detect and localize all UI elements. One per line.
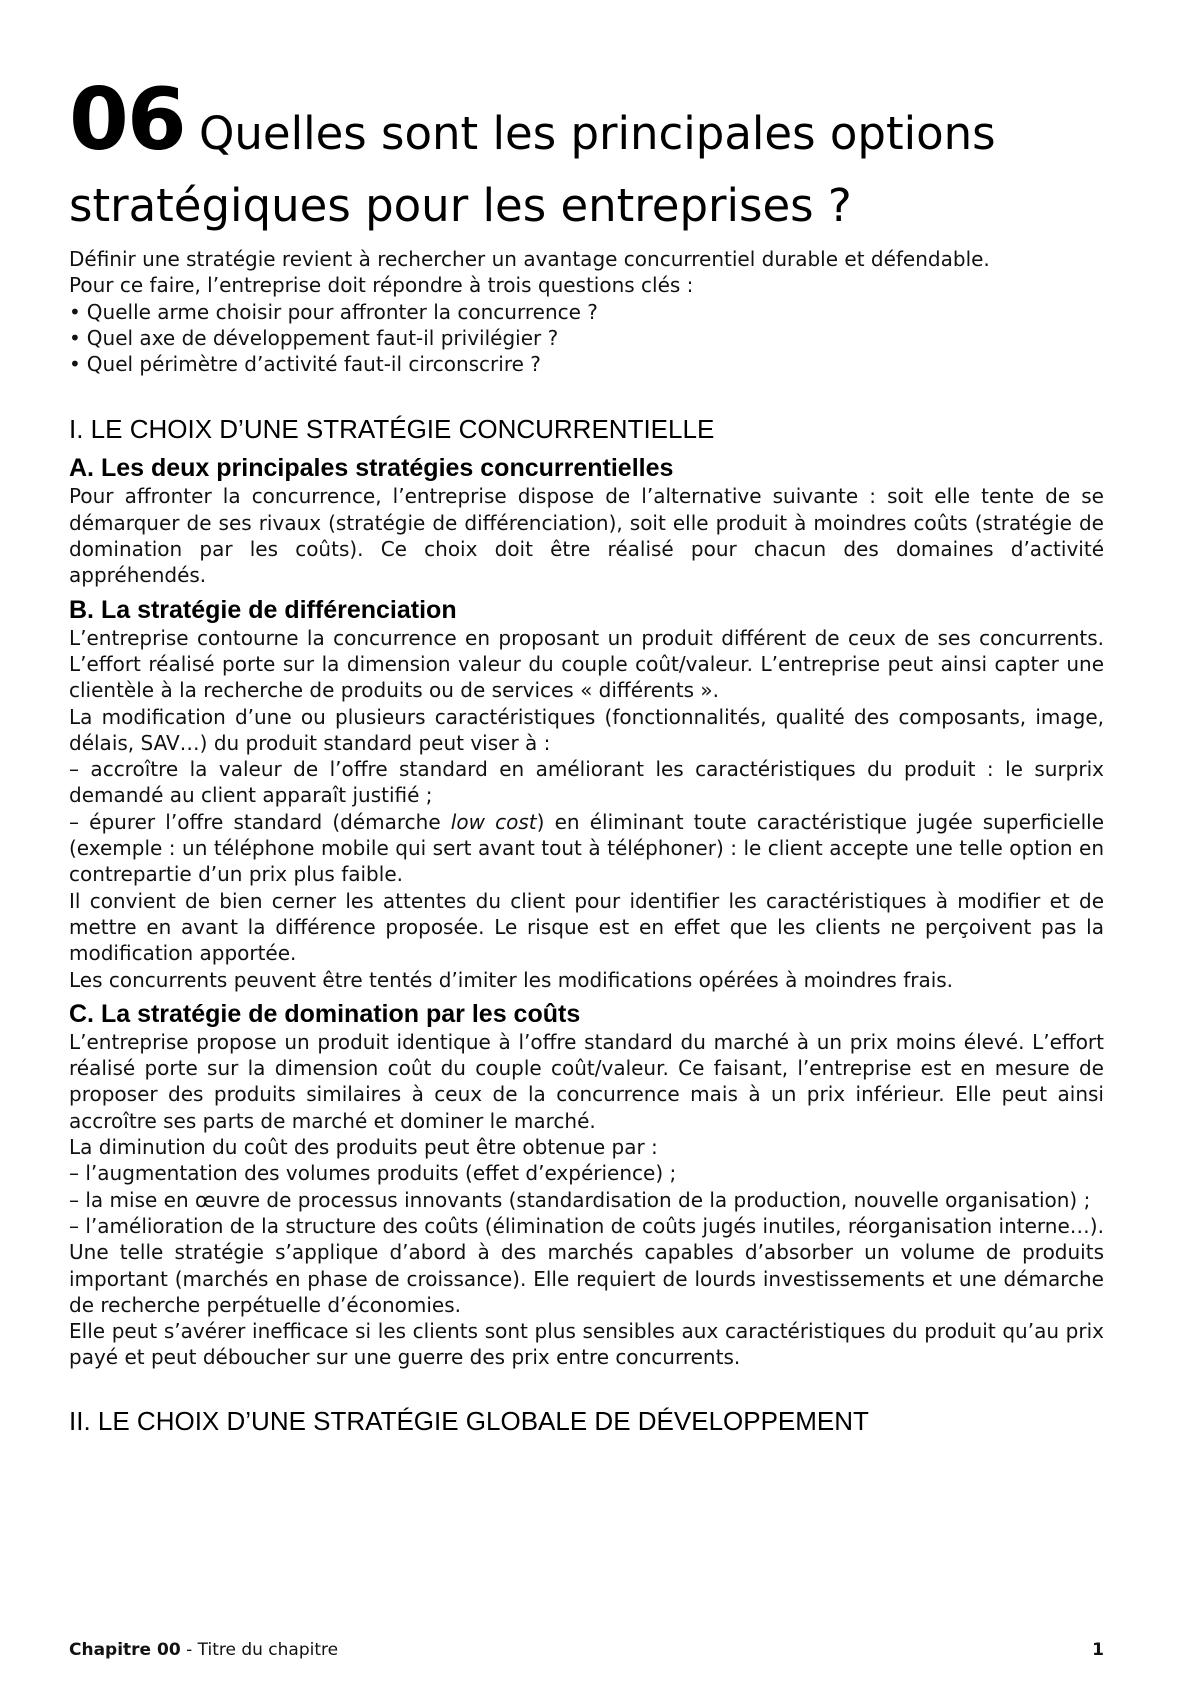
page-title xyxy=(69,70,1104,242)
section-1b-paragraph-5: Il convient de bien cerner les attentes du client pour identifier les caractéristiques à modifier et de mettre en avant la différence proposée. Le risque est en effet que les clients ne perçoivent pas la modification apportée. xyxy=(69,888,1104,966)
list-item xyxy=(69,325,1104,351)
footer-chapter-label: Chapitre 00 xyxy=(69,1640,181,1660)
section-1b-paragraph-3: – accroître la valeur de l’offre standard en améliorant les caractéristiques du produit : le surprix demandé au client apparaît justifié ; xyxy=(69,757,1104,808)
bullet-text: Quelle arme choisir pour affronter la concurrence ? xyxy=(86,299,598,324)
page-number: 1 xyxy=(1092,1640,1104,1660)
section-1c-paragraph-6: Une telle stratégie s’applique d’abord à des marchés capables d’absorber un volume de produits important (marchés en phase de croissance). Elle requiert de lourds investissements et une démarche de recherche perpétuelle d’économies. xyxy=(69,1240,1104,1317)
section-1a-heading: A. Les deux principales stratégies concurrentielles xyxy=(69,454,674,483)
section-1c-paragraph-4: – la mise en œuvre de processus innovants (standardisation de la production, nouvelle organisation) ; xyxy=(69,1187,1091,1212)
section-1b-paragraph-2: La modification d’une ou plusieurs caractéristiques (fonctionnalités, qualité des composants, image, délais, SAV…) du produit standard peut viser à : xyxy=(69,704,1104,755)
section-1c-heading: C. La stratégie de domination par les coûts xyxy=(69,999,581,1028)
intro-line-1: Définir une stratégie revient à rechercher un avantage concurrentiel durable et défendable. xyxy=(69,247,990,271)
list-item xyxy=(69,299,1104,325)
emphasis-text: low cost xyxy=(450,809,537,834)
bullet-text: Quel périmètre d’activité faut-il circonscrire ? xyxy=(86,352,541,377)
section-1b-paragraph-6: Les concurrents peuvent être tentés d’imiter les modifications opérées à moindres frais. xyxy=(69,967,954,992)
page-footer xyxy=(69,1640,1104,1660)
section-2-heading: II. LE CHOIX D’UNE STRATÉGIE GLOBALE DE DÉVELOPPEMENT xyxy=(69,1405,869,1436)
section-1a-paragraph: Pour affronter la concurrence, l’entreprise dispose de l’alternative suivante : soit elle tente de se démarquer de ses rivaux (stratégie de différenciation), soit elle produit à moindres coûts (stratégie de domination par les coûts). Ce choix doit être réalisé pour chacun des domaines d’activité appréhendés. xyxy=(69,484,1104,588)
section-1c-paragraph-2: La diminution du coût des produits peut être obtenue par : xyxy=(69,1135,658,1160)
intro-bullet-list xyxy=(69,299,1104,378)
intro-line-2: Pour ce faire, l’entreprise doit répondre à trois questions clés : xyxy=(69,273,694,298)
section-1c-paragraph-3: – l’augmentation des volumes produits (effet d’expérience) ; xyxy=(69,1161,677,1186)
title-text: Quelles sont les principales options stratégiques pour les entreprises ? xyxy=(69,107,996,232)
section-1b-heading: B. La stratégie de différenciation xyxy=(69,595,457,624)
bullet-icon: • xyxy=(69,325,81,350)
section-1c-paragraph-1: L’entreprise propose un produit identique à l’offre standard du marché à un prix moins élevé. L’effort réalisé porte sur la dimension coût du couple coût/valeur. Ce faisant, l’entreprise est en mesure de proposer des produits similaires à ceux de la concurrence mais à un prix inférieur. Elle peut ainsi accroître ses parts de marché et dominer le marché. xyxy=(69,1029,1104,1133)
paragraph-text: – épurer l’offre standard (démarche xyxy=(69,809,451,834)
footer-chapter-title: - Titre du chapitre xyxy=(180,1640,339,1660)
section-1b-paragraph-4 xyxy=(69,809,1104,888)
list-item xyxy=(69,351,1104,377)
bullet-text: Quel axe de développement faut-il privilégier ? xyxy=(86,325,559,350)
paragraph-text: ) en éliminant toute caractéristique jugée superficielle (exemple : un téléphone mobile qui sert avant tout à téléphoner) : le client accepte une telle option en contrepartie d’un prix plus faible. xyxy=(69,809,1104,887)
section-1b-paragraph-1: L’entreprise contourne la concurrence en proposant un produit différent de ceux de ses concurrents. L’effort réalisé porte sur la dimension valeur du couple coût/valeur. L’entreprise peut ainsi capter une clientèle à la recherche de produits ou de services « différents ». xyxy=(69,625,1104,703)
section-1c-paragraph-5: – l’amélioration de la structure des coûts (élimination de coûts jugés inutiles, réorganisation interne…). xyxy=(69,1213,1104,1238)
section-1c-paragraph-7: Elle peut s’avérer inefficace si les clients sont plus sensibles aux caractéristiques du produit qu’au prix payé et peut déboucher sur une guerre des prix entre concurrents. xyxy=(69,1319,1104,1370)
section-1-heading: I. LE CHOIX D’UNE STRATÉGIE CONCURRENTIELLE xyxy=(69,414,715,445)
chapter-number: 06 xyxy=(69,70,185,170)
bullet-icon: • xyxy=(69,352,81,377)
bullet-icon: • xyxy=(69,299,81,324)
footer-chapter xyxy=(69,1640,338,1660)
page-content xyxy=(69,70,1104,1445)
